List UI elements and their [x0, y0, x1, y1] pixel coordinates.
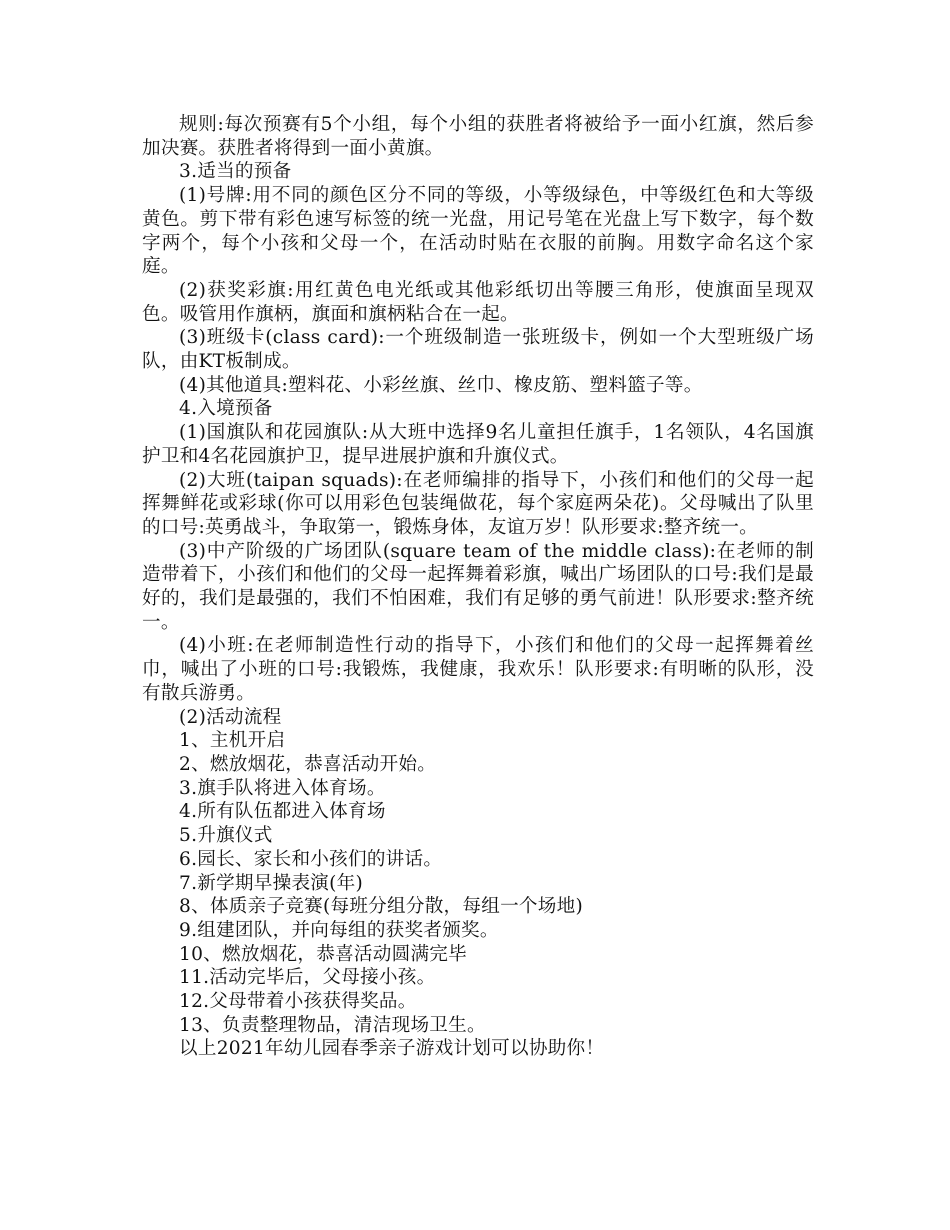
process-step-13: 13、负责整理物品，清洁现场卫生。	[179, 1014, 486, 1036]
closing-paragraph: 以上2021年幼儿园春季亲子游戏计划可以协助你！	[179, 1038, 605, 1060]
other-props-paragraph: (4)其他道具:塑料花、小彩丝旗、丝巾、橡皮筋、塑料篮子等。	[179, 374, 703, 396]
rules-paragraph: 规则:每次预赛有5个小组，每个小组的获胜者将被给予一面小红旗，然后参加决赛。获胜者将得到一面小黄旗。	[142, 114, 814, 159]
section-heading-preparation: 3.适当的预备	[179, 161, 292, 183]
junior-class-paragraph: (4)小班:在老师制造性行动的指导下，小孩们和他们的父母一起挥舞着丝巾，喊出了小班的口号:我锻炼，我健康，我欢乐！队形要求:有明晰的队形，没有散兵游勇。	[142, 635, 814, 704]
middle-class-paragraph: (3)中产阶级的广场团队(square team of the middle class):在老师的制造带着下，小孩们和他们的父母一起挥舞着彩旗，喊出广场团队的口号:我们是最好的，我们是最强的，我们不怕困难，我们有足够的勇气前进！队形要求:整齐统一。	[142, 540, 814, 633]
section-heading-process: (2)活动流程	[179, 706, 282, 728]
number-plate-paragraph: (1)号牌:用不同的颜色区分不同的等级，小等级绿色，中等级红色和大等级黄色。剪下带有彩色速写标签的统一光盘，用记号笔在光盘上写下数字，每个数字两个，每个小孩和父母一个，在活动时贴在衣服的前胸。用数字命名这个家庭。	[142, 185, 814, 278]
process-step-7: 7.新学期早操表演(年)	[179, 872, 363, 894]
process-step-1: 1、主机开启	[179, 730, 286, 752]
process-step-3: 3.旗手队将进入体育场。	[179, 777, 386, 799]
senior-class-paragraph: (2)大班(taipan squads):在老师编排的指导下，小孩们和他们的父母一起挥舞鲜花或彩球(你可以用彩色包装绳做花，每个家庭两朵花)。父母喊出了队里的口号:英勇战斗，争取第一，锻炼身体，友谊万岁！队形要求:整齐统一。	[142, 469, 814, 538]
process-step-10: 10、燃放烟花，恭喜活动圆满完毕	[179, 943, 467, 965]
section-heading-entry: 4.入境预备	[179, 398, 273, 420]
document-page	[142, 113, 814, 1061]
process-step-6: 6.园长、家长和小孩们的讲话。	[179, 848, 443, 870]
class-card-paragraph: (3)班级卡(class card):一个班级制造一张班级卡，例如一个大型班级广场队，由KT板制成。	[142, 327, 814, 373]
process-step-5: 5.升旗仪式	[179, 825, 273, 847]
award-flag-paragraph: (2)获奖彩旗:用红黄色电光纸或其他彩纸切出等腰三角形，使旗面呈现双色。吸管用作旗柄，旗面和旗柄粘合在一起。	[142, 279, 814, 325]
flag-team-paragraph: (1)国旗队和花园旗队:从大班中选择9名儿童担任旗手，1名领队，4名国旗护卫和4名花园旗护卫，提早进展护旗和升旗仪式。	[142, 422, 814, 467]
process-step-9: 9.组建团队，并向每组的获奖者颁奖。	[179, 919, 499, 941]
process-step-11: 11.活动完毕后，父母接小孩。	[179, 967, 436, 989]
process-step-2: 2、燃放烟花，恭喜活动开始。	[179, 753, 437, 775]
process-step-4: 4.所有队伍都进入体育场	[179, 801, 386, 823]
process-step-8: 8、体质亲子竞赛(每班分组分散，每组一个场地)	[179, 896, 583, 918]
process-step-12: 12.父母带着小孩获得奖品。	[179, 991, 417, 1013]
